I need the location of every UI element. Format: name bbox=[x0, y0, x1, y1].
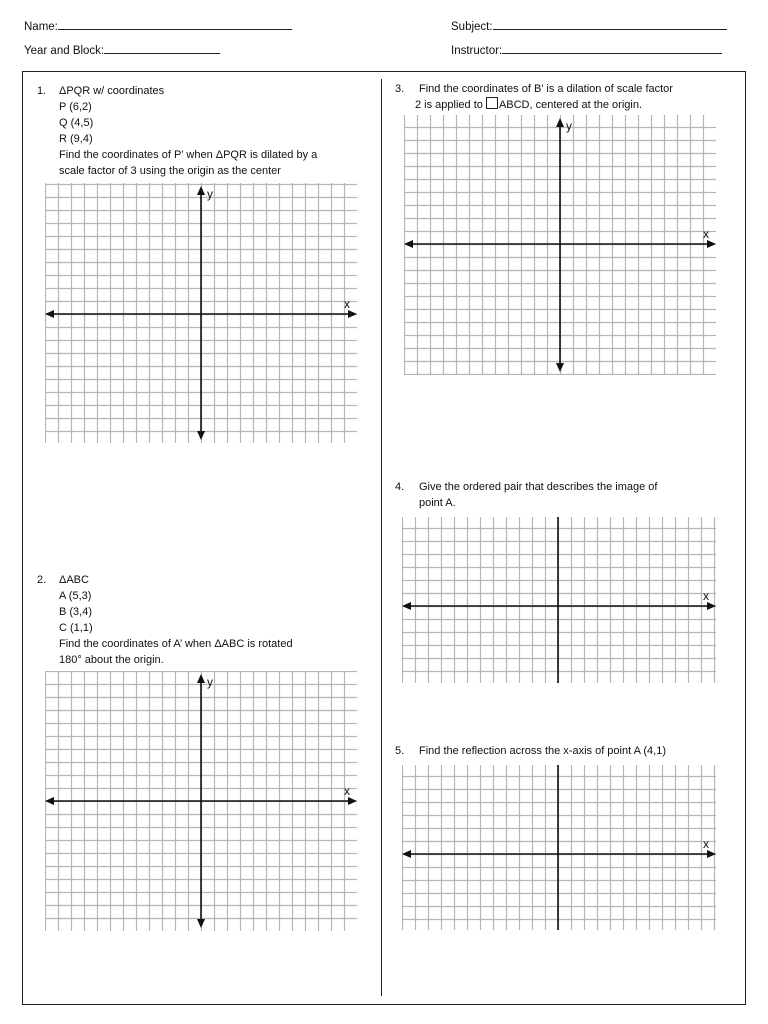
x-axis-left-arrow-icon bbox=[402, 850, 411, 858]
name-blank-line[interactable] bbox=[58, 18, 292, 30]
question-number: 3. bbox=[395, 83, 405, 95]
question-5 bbox=[395, 743, 735, 761]
coordinate-grid-1[interactable] bbox=[45, 183, 357, 443]
question-body bbox=[59, 572, 293, 668]
point-c: C (1,1) bbox=[59, 622, 93, 634]
subject-field bbox=[451, 18, 727, 33]
question-1 bbox=[37, 83, 367, 179]
coordinate-grid-4[interactable] bbox=[402, 517, 716, 683]
question-body bbox=[419, 743, 666, 759]
question-prompt-line: Find the coordinates of P’ when ΔPQR is dilated by a bbox=[59, 149, 318, 161]
point-p: P (6,2) bbox=[59, 101, 92, 113]
question-2 bbox=[37, 572, 367, 668]
subject-blank-line[interactable] bbox=[493, 18, 727, 30]
instructor-blank-line[interactable] bbox=[502, 42, 722, 54]
point-r: R (9,4) bbox=[59, 133, 93, 145]
question-number: 2. bbox=[37, 574, 47, 586]
question-prompt-line: scale factor of 3 using the origin as the center bbox=[59, 165, 281, 177]
x-axis-left-arrow-icon bbox=[404, 240, 413, 248]
year-block-field bbox=[24, 42, 220, 57]
question-prompt-line: point A. bbox=[419, 497, 456, 509]
point-q: Q (4,5) bbox=[59, 117, 94, 129]
x-axis-label: x bbox=[344, 784, 350, 798]
square-icon bbox=[486, 97, 498, 109]
question-prompt-line bbox=[415, 97, 673, 113]
point-a: A (5,3) bbox=[59, 590, 92, 602]
x-axis-label: x bbox=[703, 227, 709, 241]
question-number: 5. bbox=[395, 745, 405, 757]
question-body bbox=[419, 479, 657, 511]
x-axis-right-arrow-icon bbox=[348, 797, 357, 805]
question-title: ΔABC bbox=[59, 574, 89, 586]
name-field bbox=[24, 18, 292, 33]
x-axis-left-arrow-icon bbox=[402, 602, 411, 610]
y-axis-down-arrow-icon bbox=[197, 919, 205, 928]
year-block-label: Year and Block: bbox=[24, 45, 105, 57]
instructor-label: Instructor: bbox=[451, 45, 503, 57]
question-number: 4. bbox=[395, 481, 405, 493]
question-prompt-line: Find the coordinates of B’ is a dilation of scale factor bbox=[419, 83, 673, 95]
question-prompt-line: Give the ordered pair that describes the image of bbox=[419, 481, 658, 493]
x-axis-right-arrow-icon bbox=[348, 310, 357, 318]
question-number: 1. bbox=[37, 85, 47, 97]
question-4 bbox=[395, 479, 735, 513]
y-axis-up-arrow-icon bbox=[197, 186, 205, 195]
x-axis-right-arrow-icon bbox=[707, 240, 716, 248]
point-b: B (3,4) bbox=[59, 606, 93, 618]
subject-label: Subject: bbox=[451, 21, 493, 33]
coordinate-grid-5[interactable] bbox=[402, 765, 716, 930]
prompt-text: 2 is applied to bbox=[415, 99, 486, 111]
question-prompt-line: 180° about the origin. bbox=[59, 654, 164, 666]
coordinate-grid-2[interactable] bbox=[45, 671, 357, 931]
x-axis-label: x bbox=[703, 837, 709, 851]
y-axis-label: y bbox=[207, 675, 213, 689]
y-axis-label: y bbox=[207, 187, 213, 201]
instructor-field bbox=[451, 42, 722, 57]
prompt-text: ABCD, centered at the origin. bbox=[498, 99, 643, 111]
y-axis-up-arrow-icon bbox=[556, 118, 564, 127]
question-3 bbox=[395, 81, 735, 115]
question-prompt-line: Find the reflection across the x-axis of point A (4,1) bbox=[419, 745, 667, 757]
question-prompt-line: Find the coordinates of A’ when ΔABC is rotated bbox=[59, 638, 293, 650]
question-title: ΔPQR w/ coordinates bbox=[59, 85, 165, 97]
name-label: Name: bbox=[24, 21, 58, 33]
x-axis-left-arrow-icon bbox=[45, 310, 54, 318]
y-axis-label: y bbox=[566, 119, 572, 133]
question-body bbox=[415, 81, 673, 113]
coordinate-grid-3[interactable] bbox=[404, 115, 716, 375]
column-divider bbox=[381, 79, 382, 996]
x-axis-label: x bbox=[703, 589, 709, 603]
x-axis-label: x bbox=[344, 297, 350, 311]
x-axis-left-arrow-icon bbox=[45, 797, 54, 805]
grid-lines bbox=[402, 517, 716, 683]
year-block-blank-line[interactable] bbox=[104, 42, 220, 54]
y-axis-down-arrow-icon bbox=[556, 363, 564, 372]
question-body bbox=[59, 83, 317, 179]
y-axis-up-arrow-icon bbox=[197, 674, 205, 683]
y-axis-down-arrow-icon bbox=[197, 431, 205, 440]
grid-lines bbox=[402, 765, 716, 930]
